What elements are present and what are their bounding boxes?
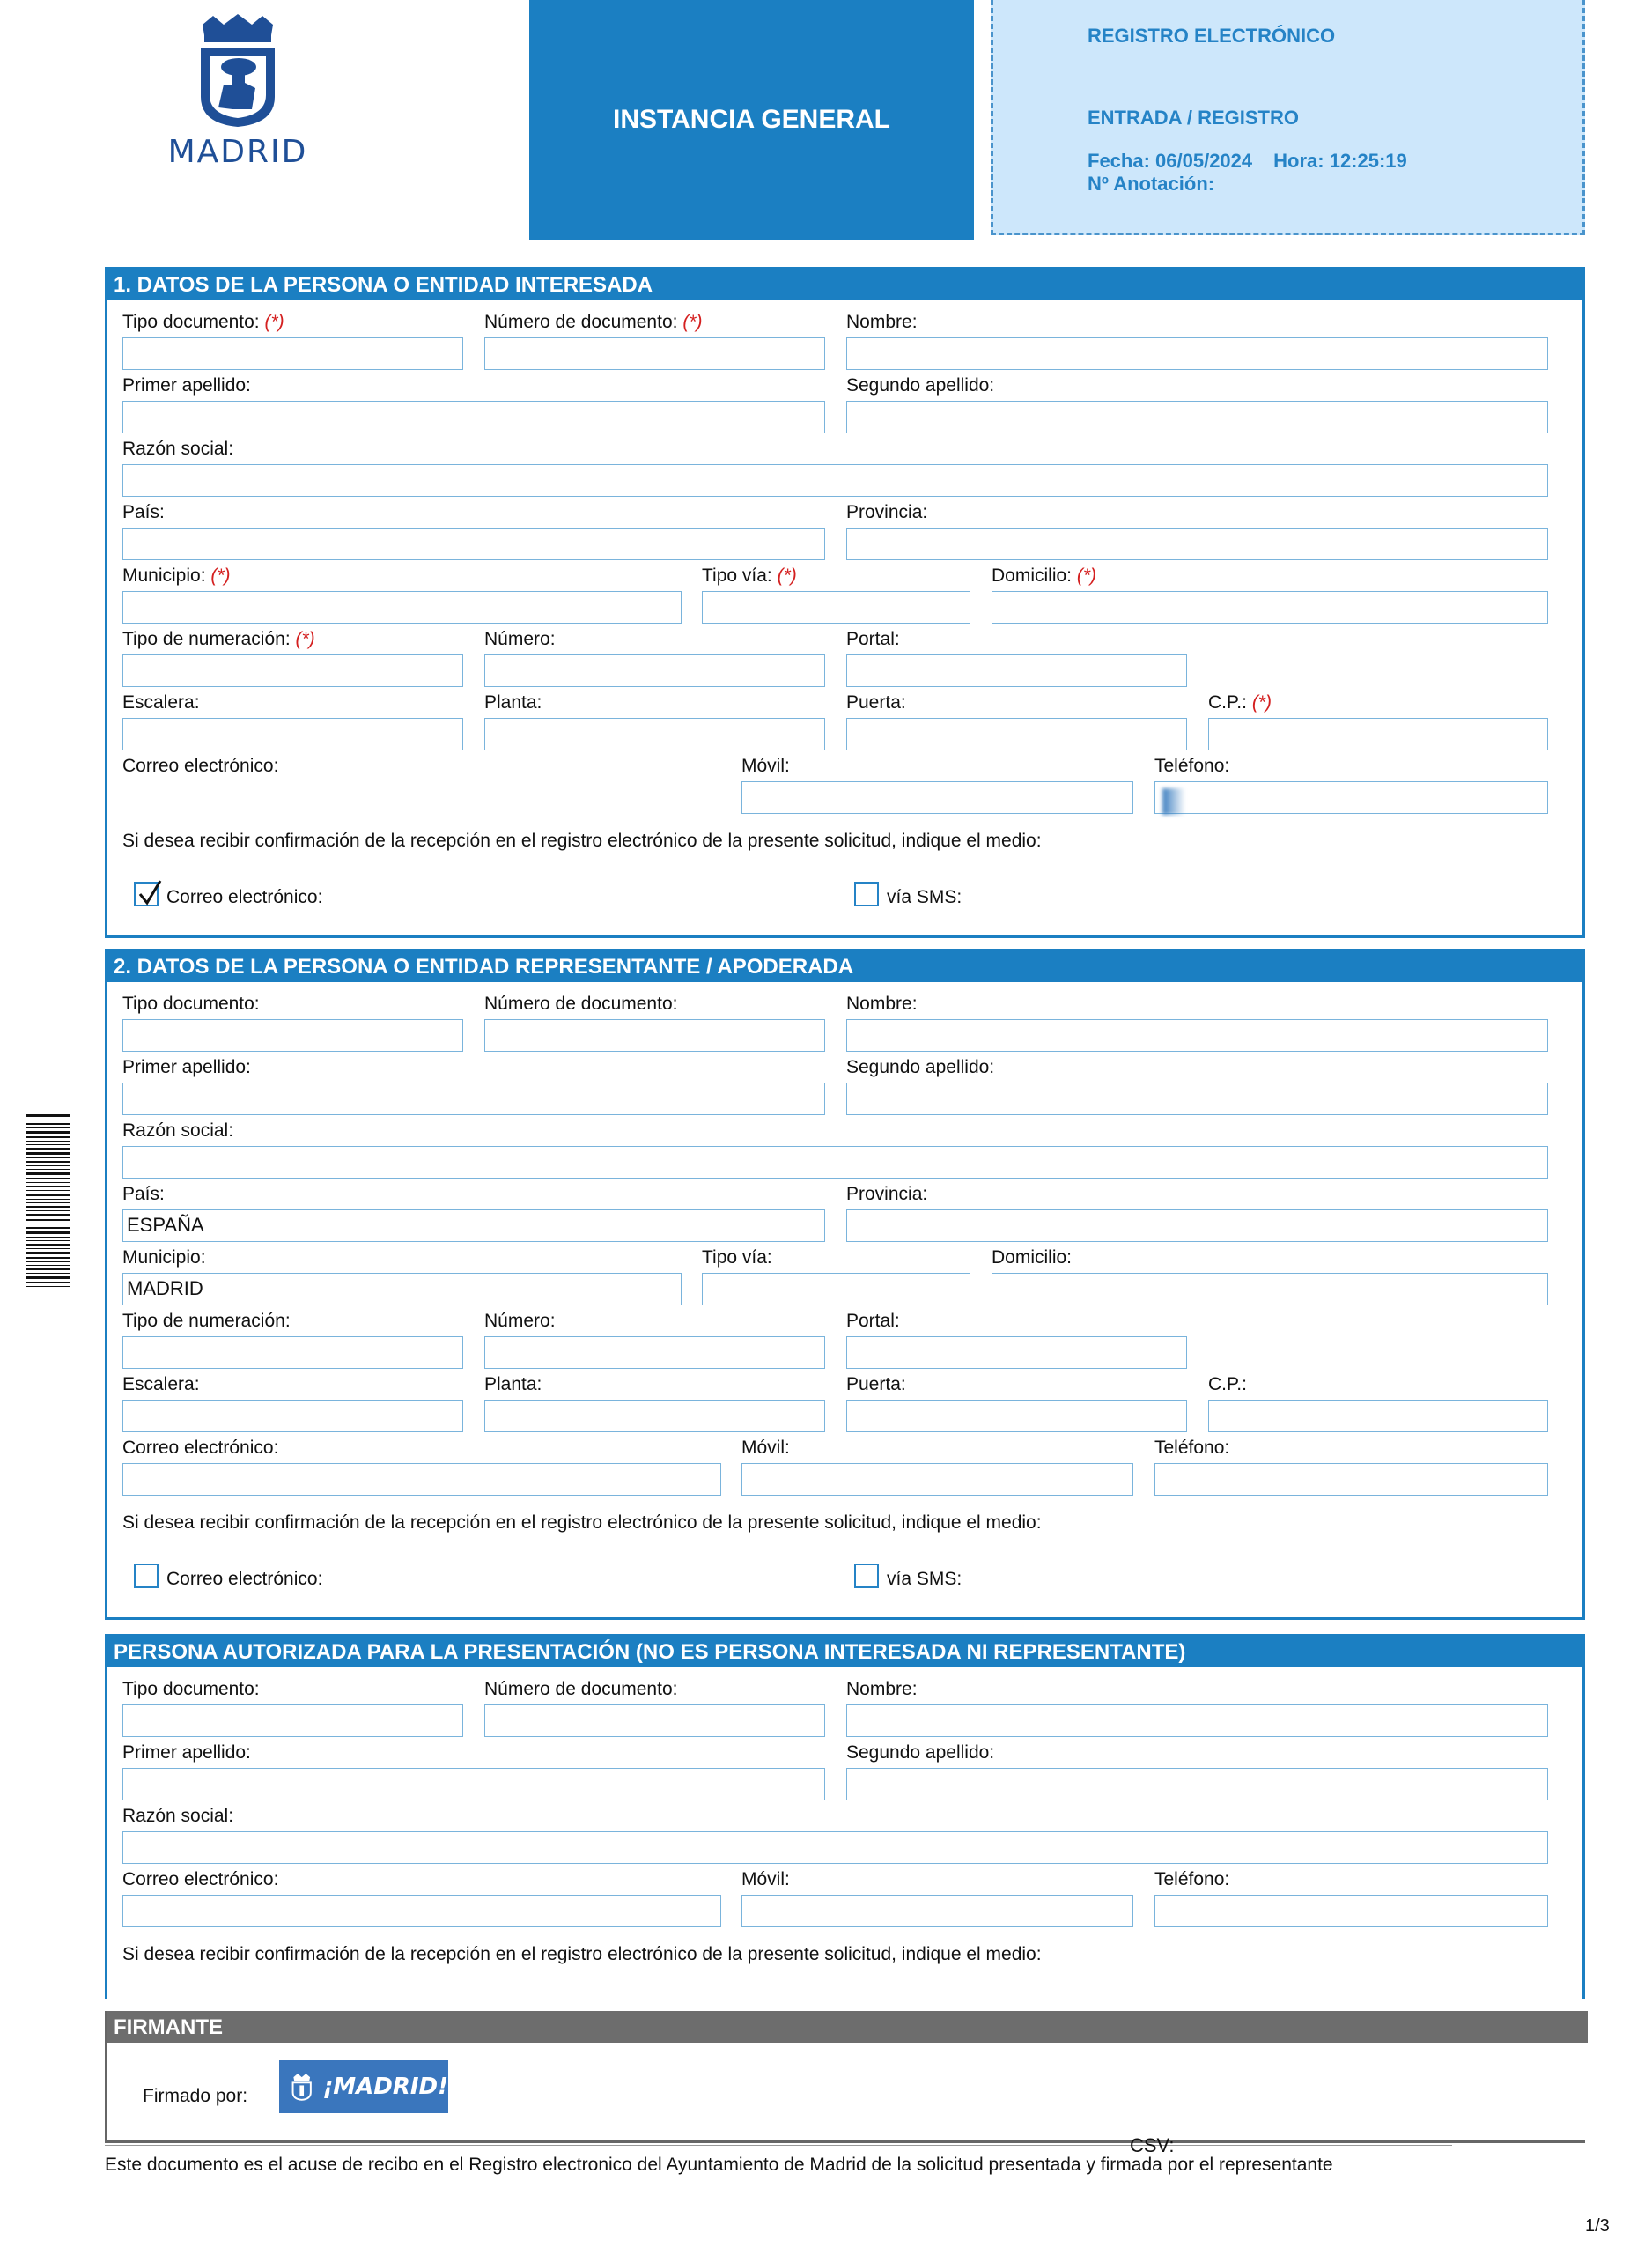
pais-field[interactable]: ESPAÑA bbox=[122, 1209, 825, 1242]
barcode-bar bbox=[26, 1252, 70, 1254]
escalera-field[interactable] bbox=[122, 718, 463, 750]
numero-field[interactable] bbox=[484, 654, 825, 687]
correo-option-label: Correo electrónico: bbox=[166, 887, 323, 907]
barcode-bar bbox=[26, 1199, 70, 1200]
section-representante bbox=[105, 949, 1585, 1620]
section-persona-autorizada bbox=[105, 1634, 1585, 1999]
cp-field[interactable] bbox=[1208, 1400, 1548, 1432]
portal-field[interactable] bbox=[846, 654, 1187, 687]
barcode-bar bbox=[26, 1202, 70, 1203]
label-cp: C.P.: (*) bbox=[1208, 692, 1272, 713]
numero-documento-field[interactable] bbox=[484, 1019, 825, 1052]
madrid-signature-logo bbox=[279, 2060, 448, 2113]
label-segundo-apellido: Segundo apellido: bbox=[846, 1742, 995, 1763]
label-primer-apellido: Primer apellido: bbox=[122, 1057, 251, 1077]
nombre-field[interactable] bbox=[846, 337, 1548, 370]
domicilio-field[interactable] bbox=[992, 591, 1548, 624]
puerta-field[interactable] bbox=[846, 718, 1187, 750]
tipo-via-field[interactable] bbox=[702, 1273, 970, 1305]
fecha-label: Fecha: 06/05/2024 bbox=[1088, 150, 1253, 172]
label-numero: Número: bbox=[484, 629, 556, 649]
label-escalera: Escalera: bbox=[122, 1374, 200, 1394]
madrid-logo-text: ¡MADRID! bbox=[322, 2074, 448, 2100]
sms-checkbox[interactable] bbox=[854, 1564, 879, 1588]
barcode-bar bbox=[26, 1172, 70, 1175]
barcode-bar bbox=[26, 1273, 70, 1274]
barcode-bar bbox=[26, 1114, 70, 1117]
segundo-apellido-field[interactable] bbox=[846, 1768, 1548, 1800]
label-tipo-numeracion: Tipo de numeración: (*) bbox=[122, 629, 315, 649]
section-interesada bbox=[105, 267, 1585, 938]
barcode-bar bbox=[26, 1157, 70, 1158]
barcode-bar bbox=[26, 1123, 70, 1125]
barcode-bar bbox=[26, 1190, 70, 1191]
barcode-bar bbox=[26, 1144, 70, 1145]
page-number: 1/3 bbox=[1585, 2216, 1610, 2236]
label-segundo-apellido: Segundo apellido: bbox=[846, 1057, 995, 1077]
label-correo: Correo electrónico: bbox=[122, 1869, 279, 1889]
barcode-bar bbox=[26, 1240, 70, 1241]
puerta-field[interactable] bbox=[846, 1400, 1187, 1432]
label-numero-documento: Número de documento: (*) bbox=[484, 312, 703, 332]
segundo-apellido-field[interactable] bbox=[846, 401, 1548, 433]
cp-field[interactable] bbox=[1208, 718, 1548, 750]
label-nombre: Nombre: bbox=[846, 994, 918, 1014]
barcode-bar bbox=[26, 1141, 70, 1142]
label-movil: Móvil: bbox=[741, 1869, 790, 1889]
label-escalera: Escalera: bbox=[122, 692, 200, 713]
movil-field[interactable] bbox=[741, 1463, 1133, 1496]
label-telefono: Teléfono: bbox=[1154, 1438, 1230, 1458]
correo-checkbox[interactable] bbox=[134, 1564, 159, 1588]
escalera-field[interactable] bbox=[122, 1400, 463, 1432]
label-tipo-numeracion: Tipo de numeración: bbox=[122, 1311, 291, 1331]
movil-field[interactable] bbox=[741, 1895, 1133, 1927]
barcode-bar bbox=[26, 1161, 70, 1163]
telefono-field[interactable] bbox=[1154, 781, 1548, 814]
madrid-logo bbox=[159, 12, 317, 180]
tipo-numeracion-field[interactable] bbox=[122, 654, 463, 687]
razon-social-field[interactable] bbox=[122, 464, 1548, 497]
barcode-bar bbox=[26, 1182, 70, 1183]
label-portal: Portal: bbox=[846, 1311, 900, 1331]
pais-field[interactable] bbox=[122, 528, 825, 560]
barcode-bar bbox=[26, 1214, 70, 1216]
barcode-bar bbox=[26, 1282, 70, 1283]
registro-stamp bbox=[991, 0, 1585, 235]
fecha-hora bbox=[1088, 150, 1407, 173]
csv-label: CSV: bbox=[1130, 2134, 1175, 2156]
barcode-bar bbox=[26, 1219, 70, 1221]
label-razon-social: Razón social: bbox=[122, 439, 234, 459]
numero-documento-field[interactable] bbox=[484, 337, 825, 370]
label-razon-social: Razón social: bbox=[122, 1120, 234, 1141]
label-portal: Portal: bbox=[846, 629, 900, 649]
sms-option-label: vía SMS: bbox=[887, 887, 962, 907]
tipo-documento-field[interactable] bbox=[122, 1704, 463, 1737]
telefono-field[interactable] bbox=[1154, 1463, 1548, 1496]
barcode-bar bbox=[26, 1286, 70, 1287]
required-mark: (*) bbox=[295, 629, 315, 649]
label-cp: C.P.: bbox=[1208, 1374, 1247, 1394]
label-pais: País: bbox=[122, 1184, 165, 1204]
section-title: PERSONA AUTORIZADA PARA LA PRESENTACIÓN (NO ES PERSONA INTERESADA NI REPRESENTANTE) bbox=[107, 1637, 1582, 1667]
tipo-numeracion-field[interactable] bbox=[122, 1336, 463, 1369]
numero-documento-field[interactable] bbox=[484, 1704, 825, 1737]
tipo-documento-field[interactable] bbox=[122, 1019, 463, 1052]
label-puerta: Puerta: bbox=[846, 692, 906, 713]
label-correo: Correo electrónico: bbox=[122, 756, 279, 776]
barcode-bar bbox=[26, 1244, 70, 1246]
madrid-coat-of-arms-icon bbox=[197, 12, 278, 129]
footer-text: Este documento es el acuse de recibo en el Registro electronico del Ayuntamiento de Madrid de la solicitud presentada y firmada por el representante bbox=[105, 2155, 1333, 2175]
label-pais: País: bbox=[122, 502, 165, 522]
required-mark: (*) bbox=[777, 566, 797, 586]
hora-label: Hora: 12:25:19 bbox=[1273, 150, 1407, 172]
label-telefono: Teléfono: bbox=[1154, 756, 1230, 776]
label-tipo-via: Tipo vía: bbox=[702, 1247, 772, 1268]
footer-divider bbox=[105, 2145, 1452, 2146]
primer-apellido-field[interactable] bbox=[122, 1083, 825, 1115]
label-primer-apellido: Primer apellido: bbox=[122, 1742, 251, 1763]
correo-option-label: Correo electrónico: bbox=[166, 1569, 323, 1589]
provincia-field[interactable] bbox=[846, 1209, 1548, 1242]
anotacion-label: Nº Anotación: bbox=[1088, 173, 1215, 195]
entrada-label: ENTRADA / REGISTRO bbox=[1088, 107, 1299, 129]
barcode-bar bbox=[26, 1186, 70, 1187]
correo-checkbox[interactable] bbox=[134, 882, 159, 906]
label-movil: Móvil: bbox=[741, 1438, 790, 1458]
barcode-bar bbox=[26, 1178, 70, 1179]
label-nombre: Nombre: bbox=[846, 312, 918, 332]
correo-field[interactable] bbox=[122, 1463, 721, 1496]
barcode-bar bbox=[26, 1210, 70, 1211]
checkmark-icon bbox=[137, 880, 162, 906]
section-title: FIRMANTE bbox=[107, 2011, 1588, 2043]
label-municipio: Municipio: (*) bbox=[122, 566, 231, 586]
barcode-bar bbox=[26, 1152, 70, 1155]
label-movil: Móvil: bbox=[741, 756, 790, 776]
label-numero-documento: Número de documento: bbox=[484, 994, 678, 1014]
sms-option-label: vía SMS: bbox=[887, 1569, 962, 1589]
label-segundo-apellido: Segundo apellido: bbox=[846, 375, 995, 396]
redacted-mark bbox=[1162, 788, 1185, 815]
confirmation-notice: Si desea recibir confirmación de la recepción en el registro electrónico de la presente solicitud, indique el medio: bbox=[122, 831, 1042, 851]
label-provincia: Provincia: bbox=[846, 502, 928, 522]
label-nombre: Nombre: bbox=[846, 1679, 918, 1699]
barcode-bar bbox=[26, 1276, 70, 1279]
barcode-bar bbox=[26, 1248, 70, 1249]
label-razon-social: Razón social: bbox=[122, 1806, 234, 1826]
section-title: 2. DATOS DE LA PERSONA O ENTIDAD REPRESENTANTE / APODERADA bbox=[107, 951, 1582, 982]
barcode-bar bbox=[26, 1227, 70, 1229]
correo-field[interactable] bbox=[122, 1895, 721, 1927]
coat-of-arms-icon bbox=[291, 2069, 312, 2104]
required-mark: (*) bbox=[264, 312, 284, 332]
razon-social-field[interactable] bbox=[122, 1146, 1548, 1179]
label-planta: Planta: bbox=[484, 1374, 542, 1394]
sms-checkbox[interactable] bbox=[854, 882, 879, 906]
telefono-field[interactable] bbox=[1154, 1895, 1548, 1927]
barcode-bar bbox=[26, 1206, 70, 1208]
label-primer-apellido: Primer apellido: bbox=[122, 375, 251, 396]
movil-field[interactable] bbox=[741, 781, 1133, 814]
form-title-banner bbox=[529, 0, 974, 240]
municipio-field[interactable]: MADRID bbox=[122, 1273, 682, 1305]
label-tipo-documento: Tipo documento: bbox=[122, 994, 260, 1014]
portal-field[interactable] bbox=[846, 1336, 1187, 1369]
primer-apellido-field[interactable] bbox=[122, 1768, 825, 1800]
barcode bbox=[26, 1114, 70, 1322]
label-telefono: Teléfono: bbox=[1154, 1869, 1230, 1889]
barcode-bar bbox=[26, 1136, 70, 1138]
barcode-bar bbox=[26, 1194, 70, 1196]
segundo-apellido-field[interactable] bbox=[846, 1083, 1548, 1115]
label-puerta: Puerta: bbox=[846, 1374, 906, 1394]
barcode-bar bbox=[26, 1231, 70, 1234]
municipio-field[interactable] bbox=[122, 591, 682, 624]
planta-field[interactable] bbox=[484, 1400, 825, 1432]
label-tipo-via: Tipo vía: (*) bbox=[702, 566, 797, 586]
label-provincia: Provincia: bbox=[846, 1184, 928, 1204]
numero-field[interactable] bbox=[484, 1336, 825, 1369]
domicilio-field[interactable] bbox=[992, 1273, 1548, 1305]
label-numero-documento: Número de documento: bbox=[484, 1679, 678, 1699]
nombre-field[interactable] bbox=[846, 1019, 1548, 1052]
required-mark: (*) bbox=[210, 566, 231, 586]
label-tipo-documento: Tipo documento: bbox=[122, 1679, 260, 1699]
tipo-documento-field[interactable] bbox=[122, 337, 463, 370]
barcode-bar bbox=[26, 1257, 70, 1259]
planta-field[interactable] bbox=[484, 718, 825, 750]
barcode-bar bbox=[26, 1237, 70, 1238]
label-tipo-documento: Tipo documento: (*) bbox=[122, 312, 284, 332]
required-mark: (*) bbox=[1251, 692, 1272, 713]
tipo-via-field[interactable] bbox=[702, 591, 970, 624]
required-mark: (*) bbox=[682, 312, 703, 332]
form-title: INSTANCIA GENERAL bbox=[613, 105, 890, 134]
label-correo: Correo electrónico: bbox=[122, 1438, 279, 1458]
confirmation-notice: Si desea recibir confirmación de la recepción en el registro electrónico de la presente solicitud, indique el medio: bbox=[122, 1512, 1042, 1533]
label-planta: Planta: bbox=[484, 692, 542, 713]
registro-title: REGISTRO ELECTRÓNICO bbox=[1088, 25, 1336, 47]
barcode-bar bbox=[26, 1261, 70, 1262]
barcode-bar bbox=[26, 1268, 70, 1270]
razon-social-field[interactable] bbox=[122, 1831, 1548, 1864]
label-numero: Número: bbox=[484, 1311, 556, 1331]
label-municipio: Municipio: bbox=[122, 1247, 206, 1268]
logo-text: MADRID bbox=[167, 134, 308, 170]
required-mark: (*) bbox=[1076, 566, 1097, 586]
nombre-field[interactable] bbox=[846, 1704, 1548, 1737]
section-title: 1. DATOS DE LA PERSONA O ENTIDAD INTERESADA bbox=[107, 270, 1582, 300]
barcode-bar bbox=[26, 1165, 70, 1166]
confirmation-notice: Si desea recibir confirmación de la recepción en el registro electrónico de la presente solicitud, indique el medio: bbox=[122, 1944, 1042, 1964]
barcode-bar bbox=[26, 1265, 70, 1266]
barcode-bar bbox=[26, 1169, 70, 1170]
label-domicilio: Domicilio: bbox=[992, 1247, 1073, 1268]
barcode-bar bbox=[26, 1131, 70, 1134]
primer-apellido-field[interactable] bbox=[122, 401, 825, 433]
firmado-por-label: Firmado por: bbox=[143, 2086, 248, 2106]
provincia-field[interactable] bbox=[846, 528, 1548, 560]
section-firmante bbox=[105, 2011, 1585, 2143]
label-domicilio: Domicilio: (*) bbox=[992, 566, 1097, 586]
barcode-bar bbox=[26, 1148, 70, 1150]
